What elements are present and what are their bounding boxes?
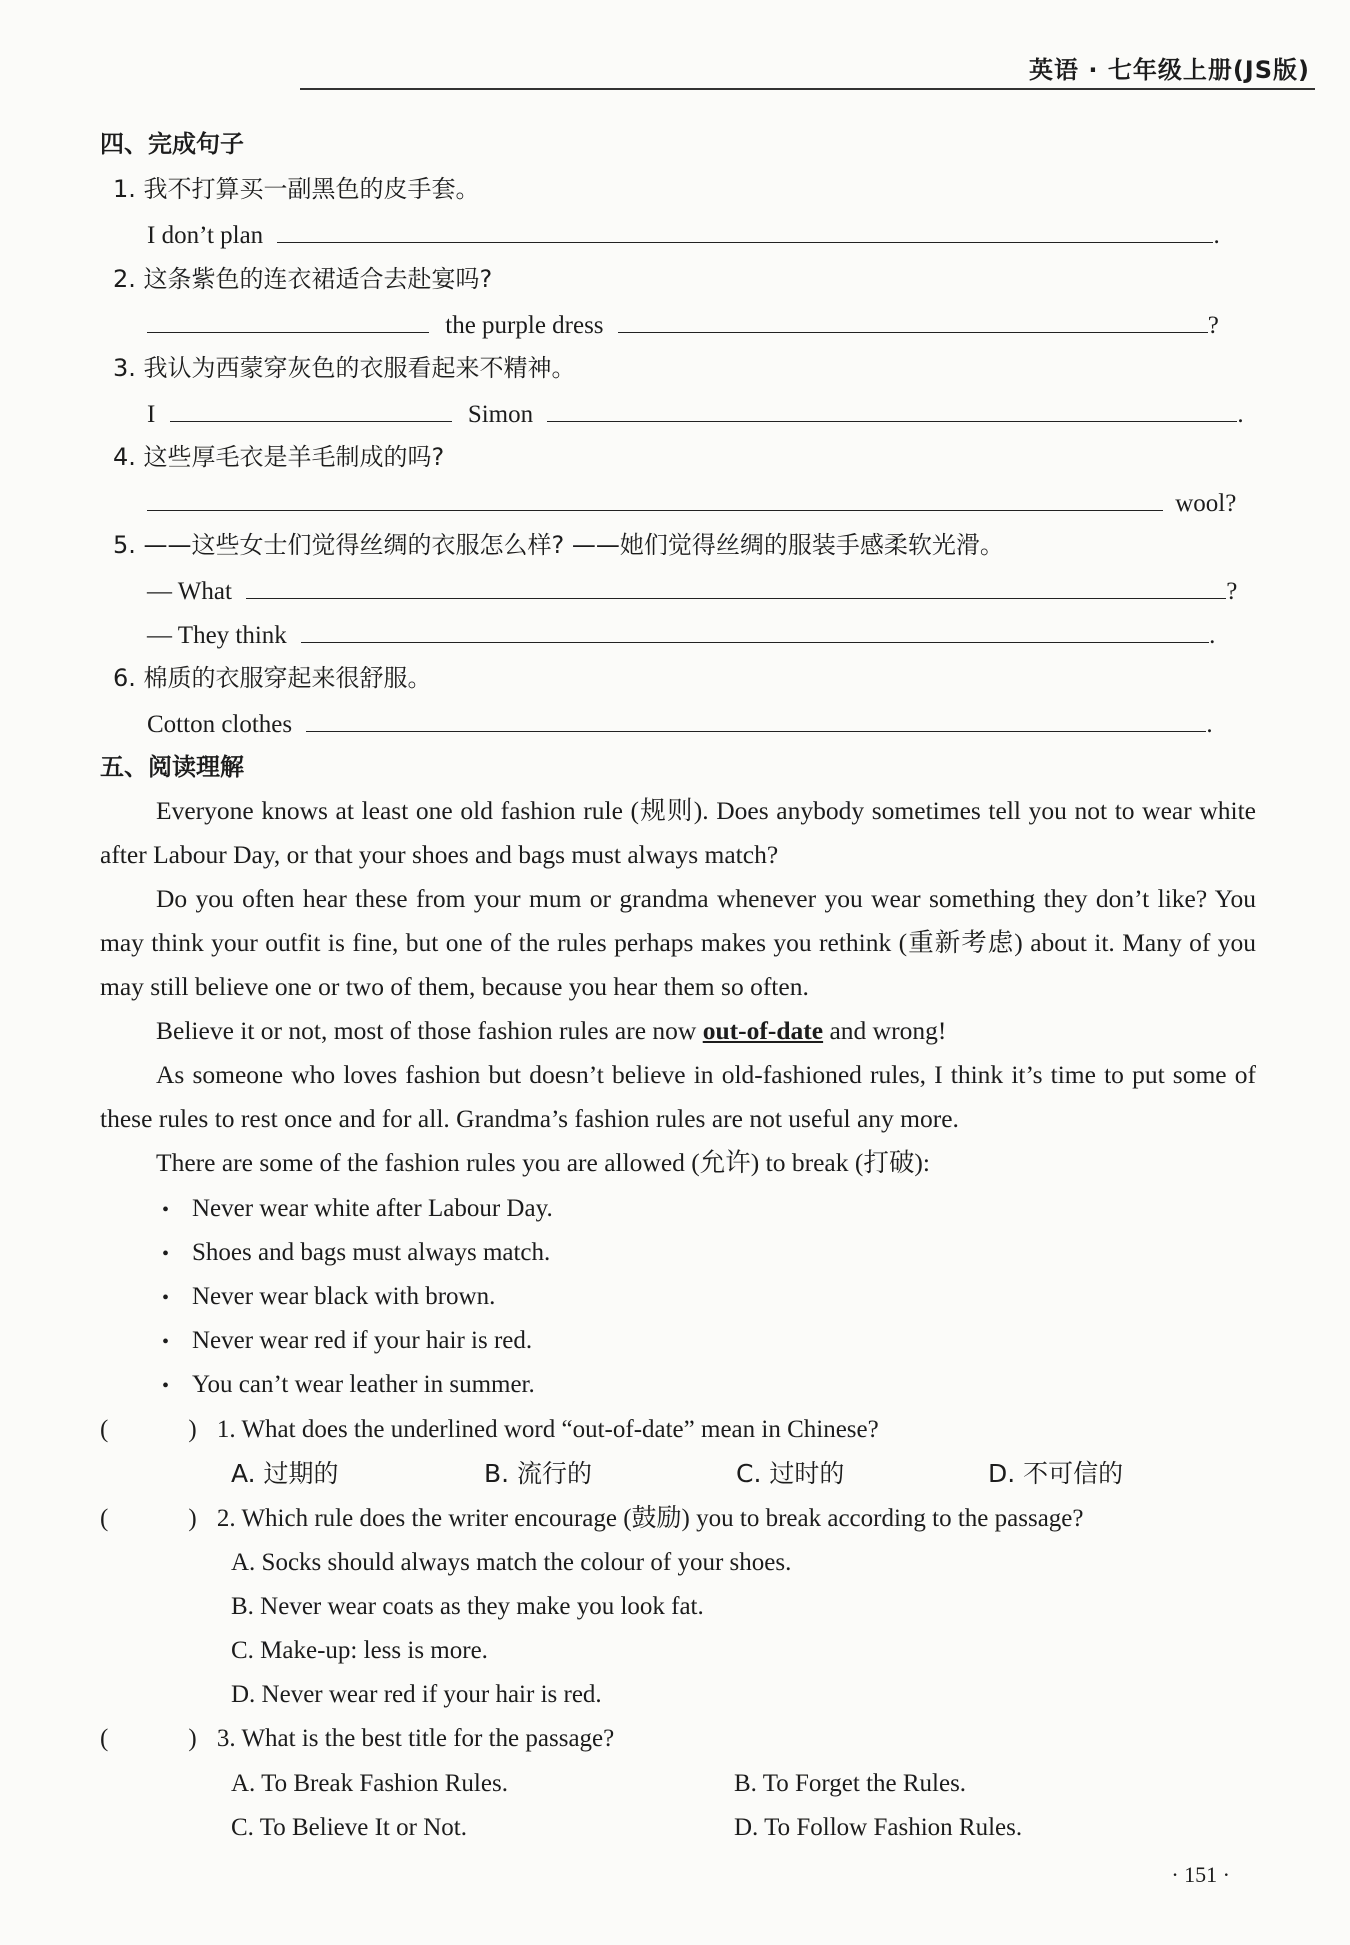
answer-line-4: wool? (147, 484, 1236, 521)
option-a[interactable]: A. 过期的 (231, 1459, 339, 1488)
answer-line-5a: — What ? (147, 572, 1237, 609)
blank-field[interactable] (170, 395, 452, 422)
underlined-word: out-of-date (702, 1016, 824, 1045)
list-item: • Shoes and bags must always match. (162, 1239, 551, 1266)
section-title-4: 四、完成句子 (100, 130, 244, 158)
answer-line-1: I don’t plan . (147, 216, 1220, 253)
blank-field[interactable] (547, 395, 1237, 422)
question-2: ( ) 2. Which rule does the writer encourage (鼓励) you to break according to the passage? (100, 1505, 1084, 1532)
page-header (0, 0, 1350, 92)
blank-field[interactable] (306, 705, 1206, 732)
list-item: • Never wear white after Labour Day. (162, 1195, 553, 1222)
blank-field[interactable] (147, 484, 1163, 511)
question-zh-3: 3. 我认为西蒙穿灰色的衣服看起来不精神。 (113, 354, 576, 382)
question-zh-2: 2. 这条紫色的连衣裙适合去赴宴吗? (113, 265, 493, 293)
option-d[interactable]: D. Never wear red if your hair is red. (231, 1681, 602, 1708)
answer-line-5b: — They think . (147, 616, 1215, 653)
option-c[interactable]: C. 过时的 (736, 1459, 845, 1488)
answer-line-6: Cotton clothes . (147, 705, 1213, 742)
section-title-5: 五、阅读理解 (100, 753, 244, 781)
list-item: • You can’t wear leather in summer. (162, 1371, 535, 1398)
question-zh-4: 4. 这些厚毛衣是羊毛制成的吗? (113, 443, 445, 471)
passage-paragraph-4: As someone who loves fashion but doesn’t believe in old-fashioned rules, I think it’s time to put some of these rules to rest once and for all. Grandma’s fashion rules are not useful any more. (100, 1060, 1256, 1133)
blank-field[interactable] (277, 216, 1213, 243)
header-rule (300, 88, 1315, 90)
option-a[interactable]: A. To Break Fashion Rules. (231, 1770, 508, 1797)
option-b[interactable]: B. To Forget the Rules. (734, 1770, 967, 1797)
option-d[interactable]: D. To Follow Fashion Rules. (734, 1814, 1023, 1841)
book-title: 英语 · 七年级上册(JS版) (1029, 56, 1310, 84)
question-3: ( ) 3. What is the best title for the passage? (100, 1725, 615, 1752)
question-zh-1: 1. 我不打算买一副黑色的皮手套。 (113, 175, 480, 203)
blank-field[interactable] (246, 572, 1226, 599)
list-item: • Never wear red if your hair is red. (162, 1327, 533, 1354)
question-zh-5: 5. ——这些女士们觉得丝绸的衣服怎么样? ——她们觉得丝绸的服装手感柔软光滑。 (113, 531, 1004, 559)
option-b[interactable]: B. Never wear coats as they make you look fat. (231, 1593, 704, 1620)
list-item: • Never wear black with brown. (162, 1283, 496, 1310)
blank-field[interactable] (301, 616, 1209, 643)
answer-line-2: the purple dress ? (147, 306, 1219, 343)
blank-field[interactable] (147, 306, 429, 333)
question-zh-6: 6. 棉质的衣服穿起来很舒服。 (113, 664, 432, 692)
option-c[interactable]: C. To Believe It or Not. (231, 1814, 467, 1841)
option-b[interactable]: B. 流行的 (484, 1459, 593, 1488)
option-c[interactable]: C. Make-up: less is more. (231, 1637, 488, 1664)
passage-paragraph-3: Believe it or not, most of those fashion rules are now out-of-date and wrong! (156, 1016, 947, 1045)
option-d[interactable]: D. 不可信的 (988, 1459, 1124, 1488)
blank-field[interactable] (618, 306, 1208, 333)
page-number: · 151 · (1171, 1862, 1230, 1887)
answer-line-3: I Simon . (147, 395, 1244, 432)
passage-paragraph-2: Do you often hear these from your mum or grandma whenever you wear something they don’t like? You may think your outfit is fine, but one of the rules perhaps makes you rethink (重新考虑) about it. Many of you may still believe one or two of them, because you hear them so often. (100, 884, 1256, 1001)
passage-paragraph-5: There are some of the fashion rules you are allowed (允许) to break (打破): (156, 1148, 930, 1177)
question-1: ( ) 1. What does the underlined word “out-of-date” mean in Chinese? (100, 1416, 879, 1443)
option-a[interactable]: A. Socks should always match the colour of your shoes. (231, 1549, 792, 1576)
passage-paragraph-1: Everyone knows at least one old fashion rule (规则). Does anybody sometimes tell you not to wear white after Labour Day, or that your shoes and bags must always match? (100, 796, 1256, 869)
